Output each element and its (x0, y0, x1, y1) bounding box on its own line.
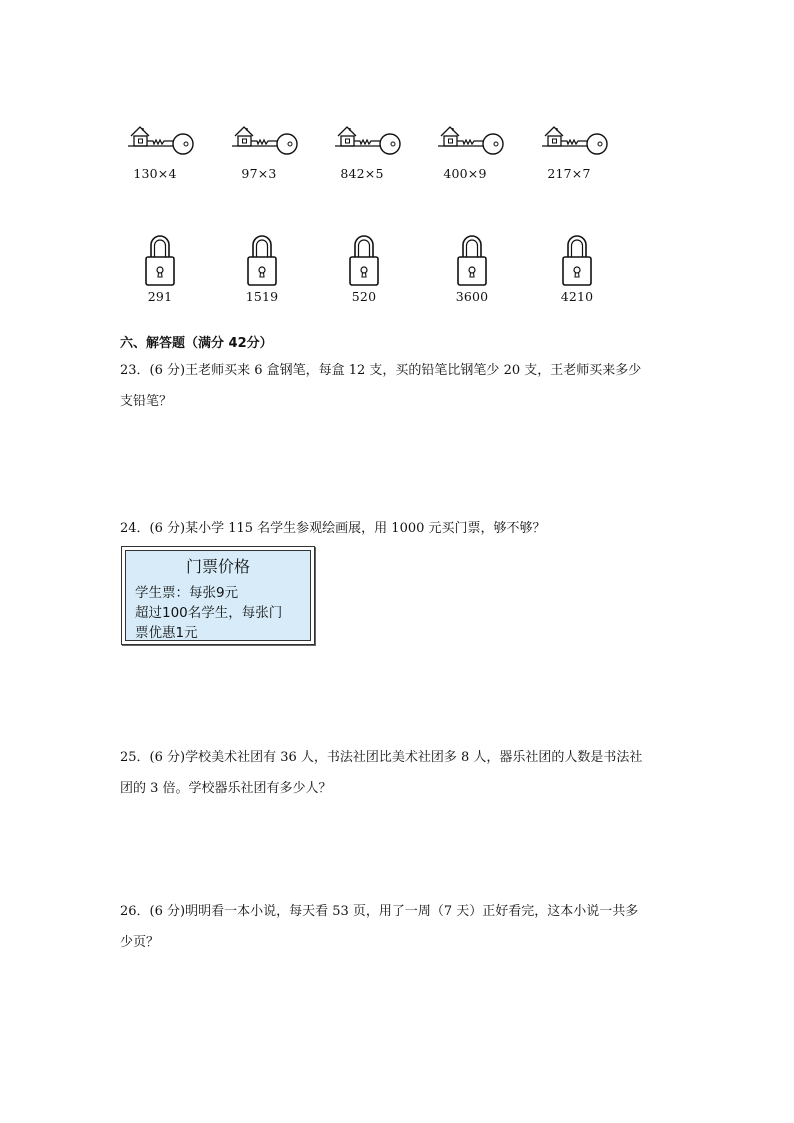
question-text: 23．(6 分)王老师买来 6 盒钢笔，每盒 12 支，买的铅笔比钢笔少 20 支，王老师买来多少 (120, 363, 642, 378)
padlock-icon (560, 233, 594, 287)
house-key-icon (436, 122, 506, 162)
key-label: 400×9 (443, 166, 487, 181)
ticket-price-title: 门票价格 (185, 557, 250, 576)
padlock-icon (143, 233, 177, 287)
question-text: 24．(6 分)某小学 115 名学生参观绘画展，用 1000 元买门票，够不够？ (120, 521, 546, 536)
question-26 (120, 896, 680, 958)
question-23 (120, 355, 680, 417)
question-25 (120, 742, 680, 804)
padlock-icon (347, 233, 381, 287)
question-24 (120, 513, 680, 544)
key-card-3 (323, 122, 413, 181)
key-card-1 (116, 122, 206, 181)
ticket-price-box (121, 546, 315, 645)
padlock-icon (245, 233, 279, 287)
house-key-icon (126, 122, 196, 162)
house-key-icon (540, 122, 610, 162)
question-text: 25．(6 分)学校美术社团有 36 人，书法社团比美术社团多 8 人，器乐社团的人数是书法社 (120, 750, 643, 765)
key-label: 97×3 (241, 166, 277, 181)
lock-card-1 (115, 233, 205, 304)
ticket-price-line: 超过100名学生，每张门 (135, 605, 283, 621)
key-card-2 (220, 122, 310, 181)
question-text: 少页？ (120, 935, 160, 950)
lock-label: 1519 (245, 289, 279, 304)
key-card-4 (426, 122, 516, 181)
section-title: 六、解答题（满分 42分） (120, 336, 273, 351)
lock-card-4 (427, 233, 517, 304)
lock-label: 520 (351, 289, 377, 304)
question-text: 支铅笔？ (120, 394, 173, 409)
key-label: 217×7 (547, 166, 591, 181)
key-label: 130×4 (133, 166, 177, 181)
lock-label: 3600 (455, 289, 489, 304)
key-card-5 (530, 122, 620, 181)
ticket-price-line: 学生票：每张9元 (135, 585, 239, 601)
lock-card-2 (217, 233, 307, 304)
lock-card-3 (319, 233, 409, 304)
question-text: 26．(6 分)明明看一本小说，每天看 53 页，用了一周（7 天）正好看完，这本小说一共多 (120, 904, 639, 919)
padlock-icon (455, 233, 489, 287)
lock-card-5 (532, 233, 622, 304)
key-label: 842×5 (340, 166, 384, 181)
house-key-icon (230, 122, 300, 162)
lock-label: 291 (147, 289, 173, 304)
house-key-icon (333, 122, 403, 162)
question-text: 团的 3 倍。学校器乐社团有多少人？ (120, 781, 332, 796)
ticket-price-panel (125, 550, 311, 641)
ticket-price-line: 票优惠1元 (135, 625, 198, 641)
lock-label: 4210 (560, 289, 594, 304)
